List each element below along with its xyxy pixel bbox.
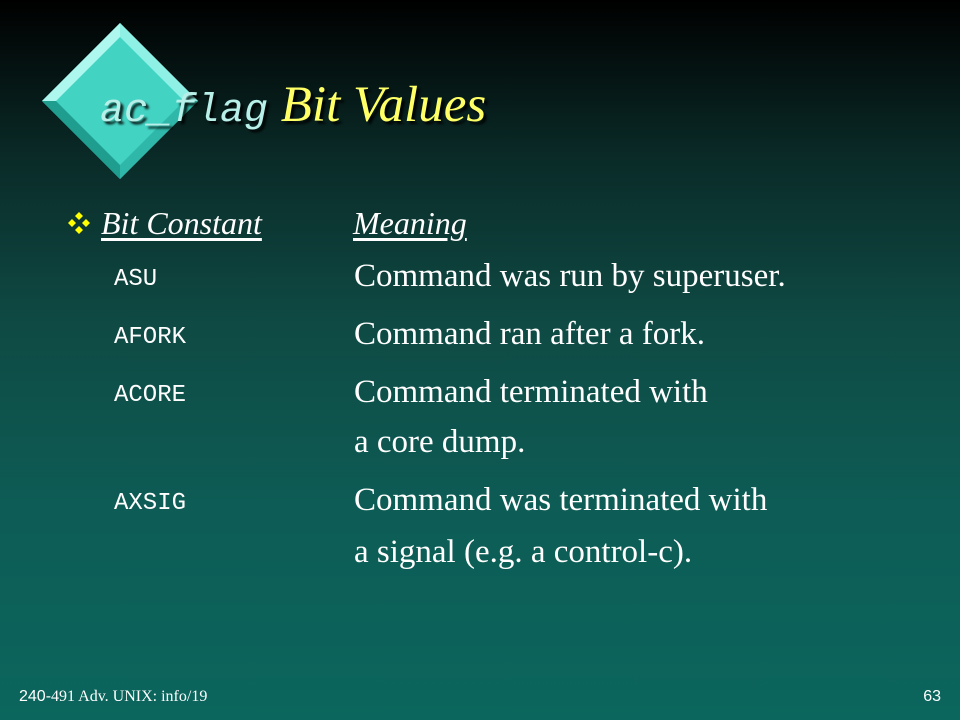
footer-course <box>19 688 207 706</box>
bit-meaning: Command was terminated with <box>354 482 768 518</box>
footer-course-text: 491 Adv. UNIX: info/19 <box>51 688 208 705</box>
bit-meaning-continued: a core dump. <box>354 424 526 460</box>
bit-constant: ASU <box>114 266 158 293</box>
bit-constant: AFORK <box>114 324 187 351</box>
header-meaning: Meaning <box>353 205 467 241</box>
title-code: ac_flag <box>100 89 269 134</box>
header-bit-constant: Bit Constant <box>101 205 262 241</box>
bit-meaning: Command terminated with <box>354 374 708 410</box>
page-number: 63 <box>923 688 941 705</box>
slide-title <box>100 72 486 145</box>
bit-constant: ACORE <box>114 382 187 409</box>
bit-meaning-continued: a signal (e.g. a control-c). <box>354 534 693 570</box>
bit-meaning: Command was run by superuser. <box>354 258 786 294</box>
title-text: Bit Values <box>280 77 487 133</box>
footer-course-number: 240- <box>19 688 52 705</box>
table-header <box>68 203 588 243</box>
bit-meaning: Command ran after a fork. <box>354 316 705 352</box>
bit-constant: AXSIG <box>114 490 187 517</box>
four-diamond-bullet-icon <box>68 212 90 234</box>
